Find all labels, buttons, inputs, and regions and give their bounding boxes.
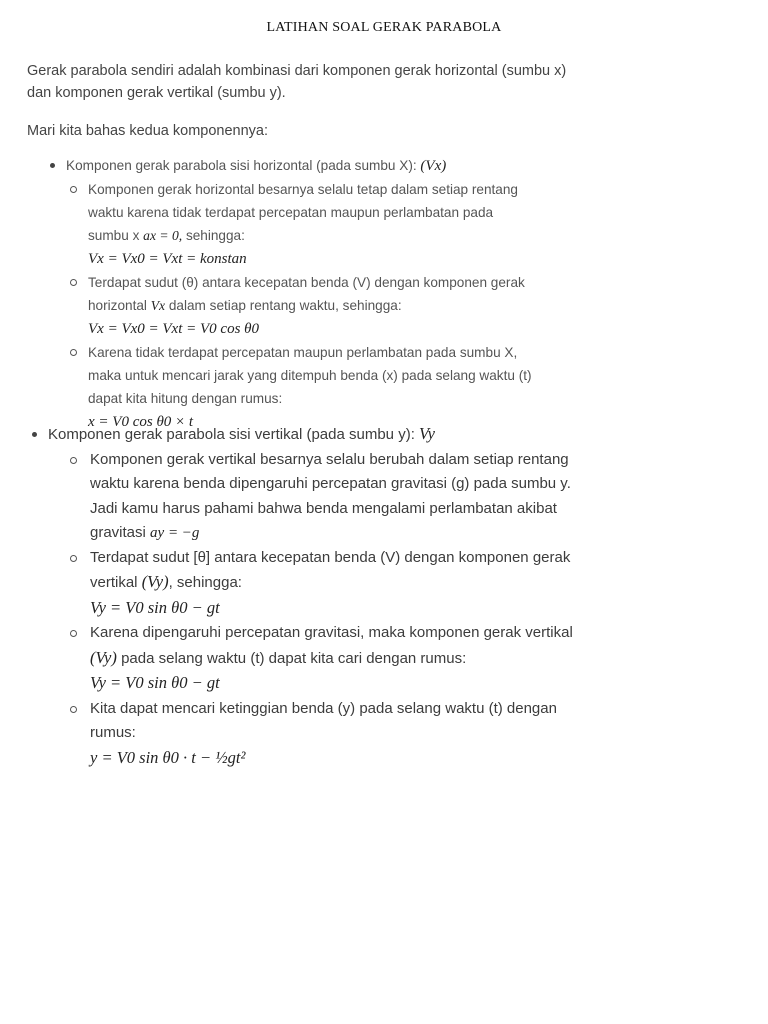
formula: y = V0 sin θ0 · t − ½gt² [90,747,246,767]
item-line: sehingga: [185,228,245,243]
intro-line-1: Gerak parabola sendiri adalah kombinasi dari komponen gerak horizontal (sumbu x) [27,63,567,79]
bullet-circle-icon [70,349,77,356]
intro-paragraph-2: Mari kita bahas kedua komponennya: [27,123,269,139]
vertical-heading-math: Vy [419,424,435,443]
list-item [70,697,630,772]
item-line: pada selang waktu (t) dapat kita cari dengan rumus: [121,649,467,667]
bullet-circle-icon [70,630,77,637]
vertical-bullet [30,422,630,448]
horizontal-bullet [48,154,608,178]
item-line: Komponen gerak vertikal besarnya selalu berubah dalam setiap rentang [90,450,569,468]
formula: Vx = Vx0 = Vxt = V0 cos θ0 [88,321,260,337]
bullet-dot-icon [32,432,37,437]
horizontal-sub-list [70,178,608,434]
inline-math: ax = 0, [143,228,183,243]
item-line: waktu karena tidak terdapat percepatan maupun perlambatan pada [88,205,494,220]
vertical-heading: Komponen gerak parabola sisi vertikal (pada sumbu y): [48,426,415,443]
page-title: LATIHAN SOAL GERAK PARABOLA [266,20,502,35]
formula: Vx = Vx0 = Vxt = konstan [88,251,247,267]
horizontal-component-section [48,154,608,434]
list-item [70,448,630,546]
item-line: dapat kita hitung dengan rumus: [88,391,283,406]
item-line: Karena tidak terdapat percepatan maupun perlambatan pada sumbu X, [88,345,518,360]
item-line: Kita dapat mencari ketinggian benda (y) pada selang waktu (t) dengan [90,699,557,717]
item-line: Terdapat sudut (θ) antara kecepatan benda (V) dengan komponen gerak [88,275,525,290]
inline-math: (Vy) [90,647,117,667]
horizontal-heading: Komponen gerak parabola sisi horizontal (pada sumbu X): [66,158,417,173]
horizontal-heading-math: (Vx) [420,158,447,174]
formula: Vy = V0 sin θ0 − gt [90,673,220,692]
bullet-circle-icon [70,555,77,562]
item-line: Terdapat sudut [θ] antara kecepatan benda (V) dengan komponen gerak [90,548,571,566]
item-line: rumus: [90,724,136,741]
bullet-dot-icon [50,163,55,168]
item-line: horizontal [88,298,147,313]
bullet-circle-icon [70,279,77,286]
inline-math: (Vy) [141,572,169,591]
intro-line-2: dan komponen gerak vertikal (sumbu y). [27,85,286,101]
list-item [70,178,608,271]
inline-math: Vx [150,298,166,313]
list-item [70,271,608,341]
item-line: , sehingga: [168,574,242,591]
item-line: Karena dipengaruhi percepatan gravitasi, maka komponen gerak vertikal [90,624,573,641]
bullet-circle-icon [70,457,77,464]
formula: x = V0 cos θ0 × t [88,414,194,430]
vertical-component-section [30,422,630,771]
inline-math: ay = −g [150,525,200,541]
item-line: sumbu x [88,228,140,243]
formula: Vy = V0 sin θ0 − gt [90,597,220,617]
intro-paragraph-1 [27,60,627,104]
item-line: gravitasi [90,524,146,541]
item-line: dalam setiap rentang waktu, sehingga: [168,298,402,313]
intro-text [27,60,627,142]
item-line: maka untuk mencari jarak yang ditempuh benda (x) pada selang waktu (t) [88,368,532,383]
item-line: vertikal [90,574,138,591]
list-item [70,546,630,622]
bullet-circle-icon [70,186,77,193]
vertical-sub-list [70,448,630,772]
list-item [70,341,608,434]
item-line: Komponen gerak horizontal besarnya selalu tetap dalam setiap rentang [88,182,518,197]
list-item [70,621,630,697]
bullet-circle-icon [70,706,77,713]
item-line: Jadi kamu harus pahami bahwa benda mengalami perlambatan akibat [90,499,557,517]
item-line: waktu karena benda dipengaruhi percepatan gravitasi (g) pada sumbu y. [90,475,571,492]
